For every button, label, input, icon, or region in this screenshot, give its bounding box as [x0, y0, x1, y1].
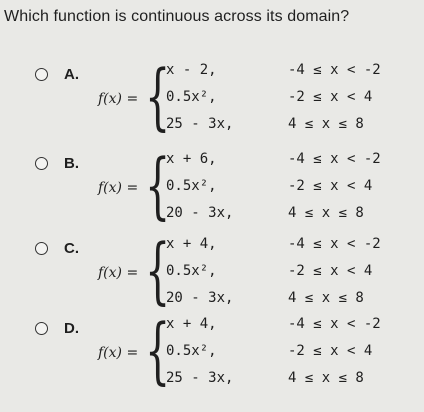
function-label: f(x) = — [98, 180, 139, 196]
piece-domain: -2 ≤ x < 4 — [288, 263, 373, 279]
piece-domain: 4 ≤ x ≤ 8 — [288, 370, 364, 386]
piece-domain: -2 ≤ x < 4 — [288, 178, 373, 194]
left-brace: { — [145, 54, 171, 138]
function-label: f(x) = — [98, 91, 139, 107]
option-letter: D. — [64, 320, 79, 337]
left-brace: { — [145, 308, 171, 392]
piece-expression: 20 - 3x, — [166, 205, 234, 221]
piece-expression: x + 6, — [166, 151, 217, 167]
option-letter: A. — [64, 66, 79, 83]
piece-expression: x - 2, — [166, 62, 217, 78]
piece-expression: 0.5x², — [166, 343, 217, 359]
piece-domain: -4 ≤ x < -2 — [288, 236, 381, 252]
piece-domain: -4 ≤ x < -2 — [288, 151, 381, 167]
option-letter: C. — [64, 240, 79, 257]
question-text: Which function is continuous across its domain? — [4, 8, 350, 25]
radio-button-c[interactable] — [35, 242, 48, 255]
function-label: f(x) = — [98, 265, 139, 281]
answer-option-a[interactable] — [0, 54, 424, 158]
radio-button-d[interactable] — [35, 322, 48, 335]
radio-button-b[interactable] — [35, 157, 48, 170]
piece-expression: x + 4, — [166, 316, 217, 332]
piece-domain: -2 ≤ x < 4 — [288, 89, 373, 105]
answer-option-d[interactable] — [0, 308, 424, 412]
answer-option-b[interactable] — [0, 143, 424, 247]
option-letter: B. — [64, 155, 79, 172]
piece-domain: -4 ≤ x < -2 — [288, 62, 381, 78]
function-label: f(x) = — [98, 345, 139, 361]
piece-domain: 4 ≤ x ≤ 8 — [288, 116, 364, 132]
piece-expression: 25 - 3x, — [166, 116, 234, 132]
piece-domain: -2 ≤ x < 4 — [288, 343, 373, 359]
piece-domain: 4 ≤ x ≤ 8 — [288, 290, 364, 306]
piece-expression: 0.5x², — [166, 178, 217, 194]
piece-expression: 20 - 3x, — [166, 290, 234, 306]
left-brace: { — [145, 143, 171, 227]
piece-expression: x + 4, — [166, 236, 217, 252]
radio-button-a[interactable] — [35, 68, 48, 81]
piece-domain: -4 ≤ x < -2 — [288, 316, 381, 332]
piece-domain: 4 ≤ x ≤ 8 — [288, 205, 364, 221]
piece-expression: 25 - 3x, — [166, 370, 234, 386]
piece-expression: 0.5x², — [166, 89, 217, 105]
left-brace: { — [145, 228, 171, 312]
piece-expression: 0.5x², — [166, 263, 217, 279]
